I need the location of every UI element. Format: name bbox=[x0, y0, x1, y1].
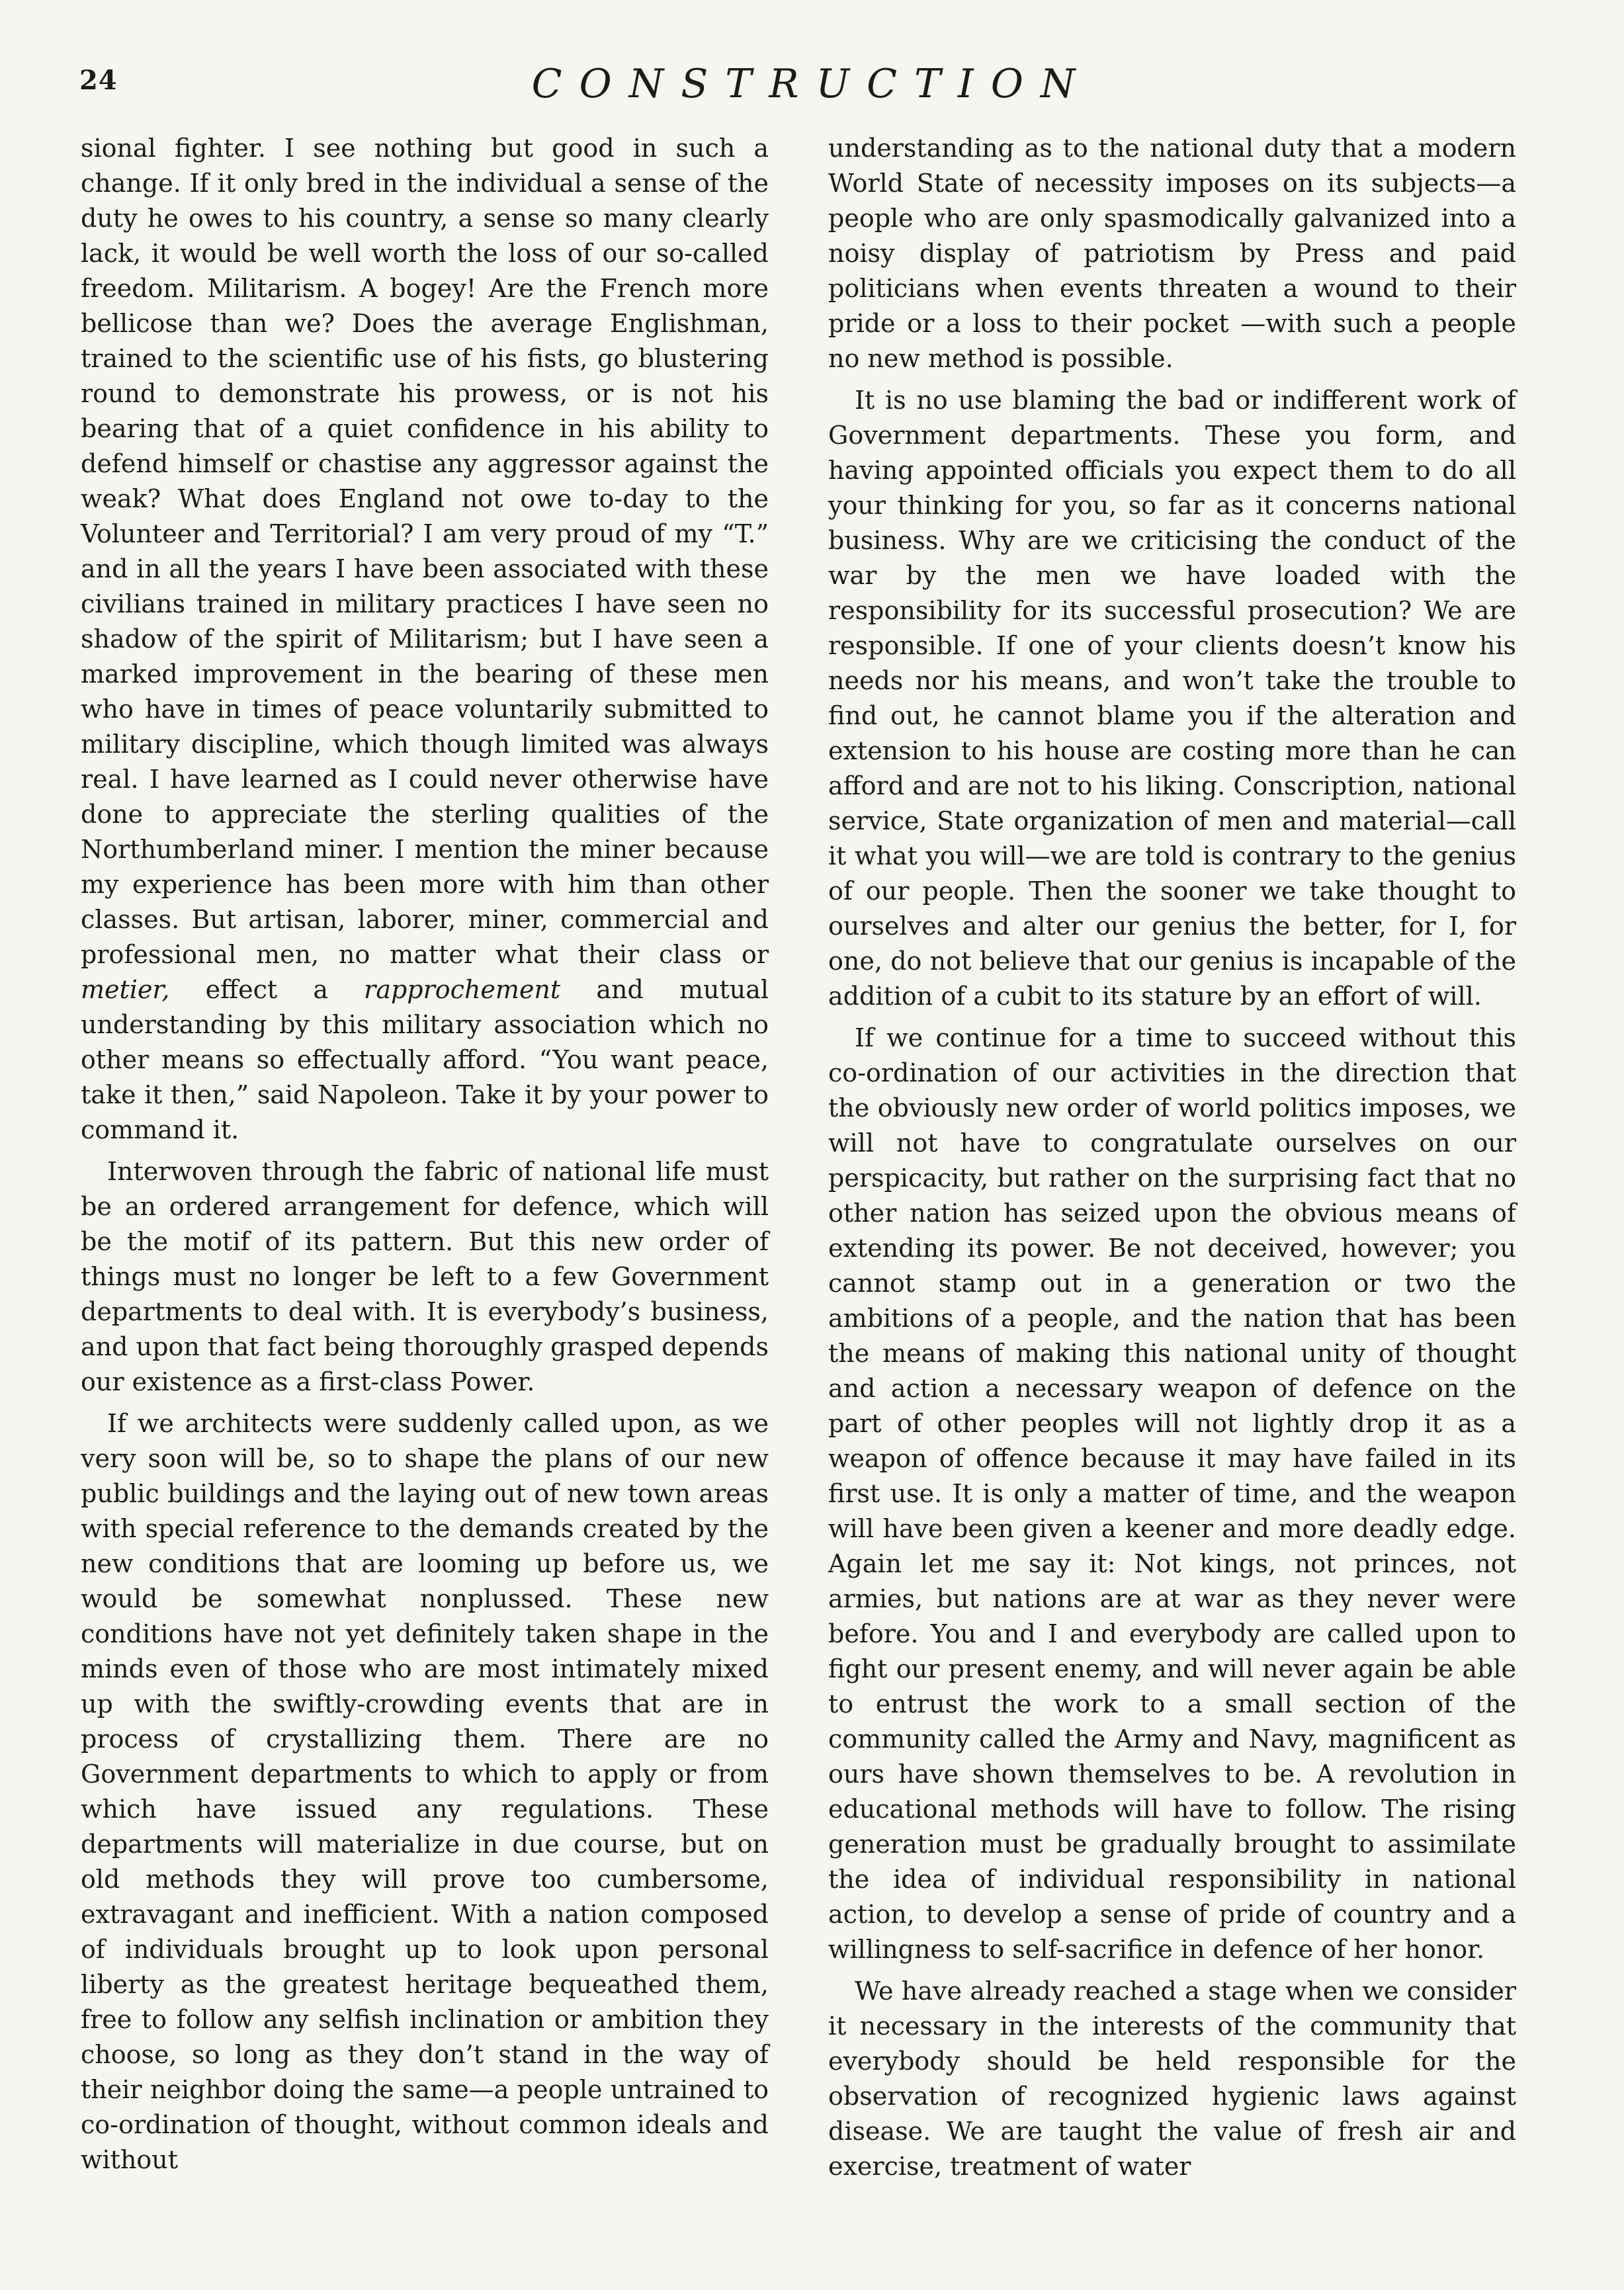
right-paragraph-4: We have already reached a stage when we consider it necessary in the interests of the community that everybody should be held responsible for the observation of recognized hygienic laws against disease. We are taught the value of fresh air and exercise, treatment of water bbox=[828, 1976, 1516, 2181]
italic-metier: metier, bbox=[81, 975, 170, 1004]
page-number: 24 bbox=[79, 65, 118, 96]
running-title: CONSTRUCTION bbox=[531, 61, 1093, 107]
left-column bbox=[81, 131, 769, 2184]
right-column bbox=[828, 131, 1516, 2191]
left-paragraph-2: Interwoven through the fabric of national life must be an ordered arrangement for defence, which will be the motif of its pattern. But this new order of things must no longer be left to a few Government departments to deal with. It is everybody’s business, and upon that fact being thoroughly grasped depends our existence as a first-class Power. bbox=[81, 1157, 769, 1396]
left-paragraph-1-mid: effect a bbox=[205, 975, 328, 1004]
italic-rapprochement: rapprochement bbox=[364, 975, 561, 1004]
right-paragraph-3: If we continue for a time to succeed without this co-ordination of our activities in the direction that the obviously new order of world politics imposes, we will not have to congratulate ourselves on our perspicacity, but rather on the surprising fact that no other nation has seized upon the obvious means of extending its power. Be not deceived, however; you cannot stamp out in a generation or two the ambitions of a people, and the nation that has been the means of making this national unity of thought and action a necessary weapon of defence on the part of other peoples will not lightly drop it as a weapon of offence because it may have failed in its first use. It is only a matter of time, and the weapon will have been given a keener and more deadly edge. Again let me say it: Not kings, not princes, not armies, but nations are at war as they never were before. You and I and everybody are called upon to fight our present enemy, and will never again be able to entrust the work to a small section of the community called the Army and Navy, magnificent as ours have shown themselves to be. A revolution in educational methods will have to follow. The rising generation must be gradually brought to assimilate the idea of individual responsibility in national action, to develop a sense of pride of country and a willingness to self-sacrifice in defence of her honor. bbox=[828, 1023, 1516, 1964]
left-paragraph-1 bbox=[81, 131, 769, 1148]
left-paragraph-1-end: and mutual understanding by this military association which no other means so effectually afford. “You want peace, take it then,” said Napoleon. Take it by your power to command it. bbox=[81, 975, 769, 1144]
left-paragraph-3: If we architects were suddenly called upon, as we very soon will be, so to shape the plans of our new public buildings and the laying out of new town areas with special reference to the demands created by the new conditions that are looming up before us, we would be somewhat nonplussed. These new conditions have not yet definitely taken shape in the minds even of those who are most intimately mixed up with the swiftly-crowding events that are in process of crystallizing them. There are no Government departments to which to apply or from which have issued any regulations. These departments will materialize in due course, but on old methods they will prove too cumbersome, extravagant and inefficient. With a nation composed of individuals brought up to look upon personal liberty as the greatest heritage bequeathed them, free to follow any selfish inclination or ambition they choose, so long as they don’t stand in the way of their neighbor doing the same—a people untrained to co-ordination of thought, without common ideals and without bbox=[81, 1409, 769, 2174]
left-paragraph-1-text: sional fighter. I see nothing but good in such a change. If it only bred in the individual a sense of the duty he owes to his country, a sense so many clearly lack, it would be well worth the loss of our so-called freedom. Militarism. A bogey! Are the French more bellicose than we? Does the average Englishman, trained to the scientific use of his fists, go blustering round to demonstrate his prowess, or is not his bearing that of a quiet confidence in his ability to defend himself or chastise any aggressor against the weak? What does England not owe to-day to the Volunteer and Territorial? I am very proud of my “T.” and in all the years I have been associated with these civilians trained in military practices I have seen no shadow of the spirit of Militarism; but I have seen a marked improvement in the bearing of these men who have in times of peace voluntarily submitted to military discipline, which though limited was always real. I have learned as I could never otherwise have done to appreciate the sterling qualities of the Northumberland miner. I mention the miner because my experience has been more with him than other classes. But artisan, laborer, miner, commercial and professional men, no matter what their class or bbox=[81, 134, 769, 969]
right-paragraph-2: It is no use blaming the bad or indifferent work of Government departments. These you form, and having appointed officials you expect them to do all your thinking for you, so far as it concerns national business. Why are we criticising the conduct of the war by the men we have loaded with the responsibility for its successful prosecution? We are responsible. If one of your clients doesn’t know his needs nor his means, and won’t take the trouble to find out, he cannot blame you if the alteration and extension to his house are costing more than he can afford and are not to his liking. Conscription, national service, State organization of men and material—call it what you will—we are told is contrary to the genius of our people. Then the sooner we take thought to ourselves and alter our genius the better, for I, for one, do not believe that our genius is incapable of the addition of a cubit to its stature by an effort of will. bbox=[828, 386, 1516, 1011]
right-paragraph-1: understanding as to the national duty that a modern World State of necessity imposes on its subjects—a people who are only spasmodically galvanized into a noisy display of patriotism by Press and paid politicians when events threaten a wound to their pride or a loss to their pocket —with such a people no new method is possible. bbox=[828, 134, 1516, 373]
